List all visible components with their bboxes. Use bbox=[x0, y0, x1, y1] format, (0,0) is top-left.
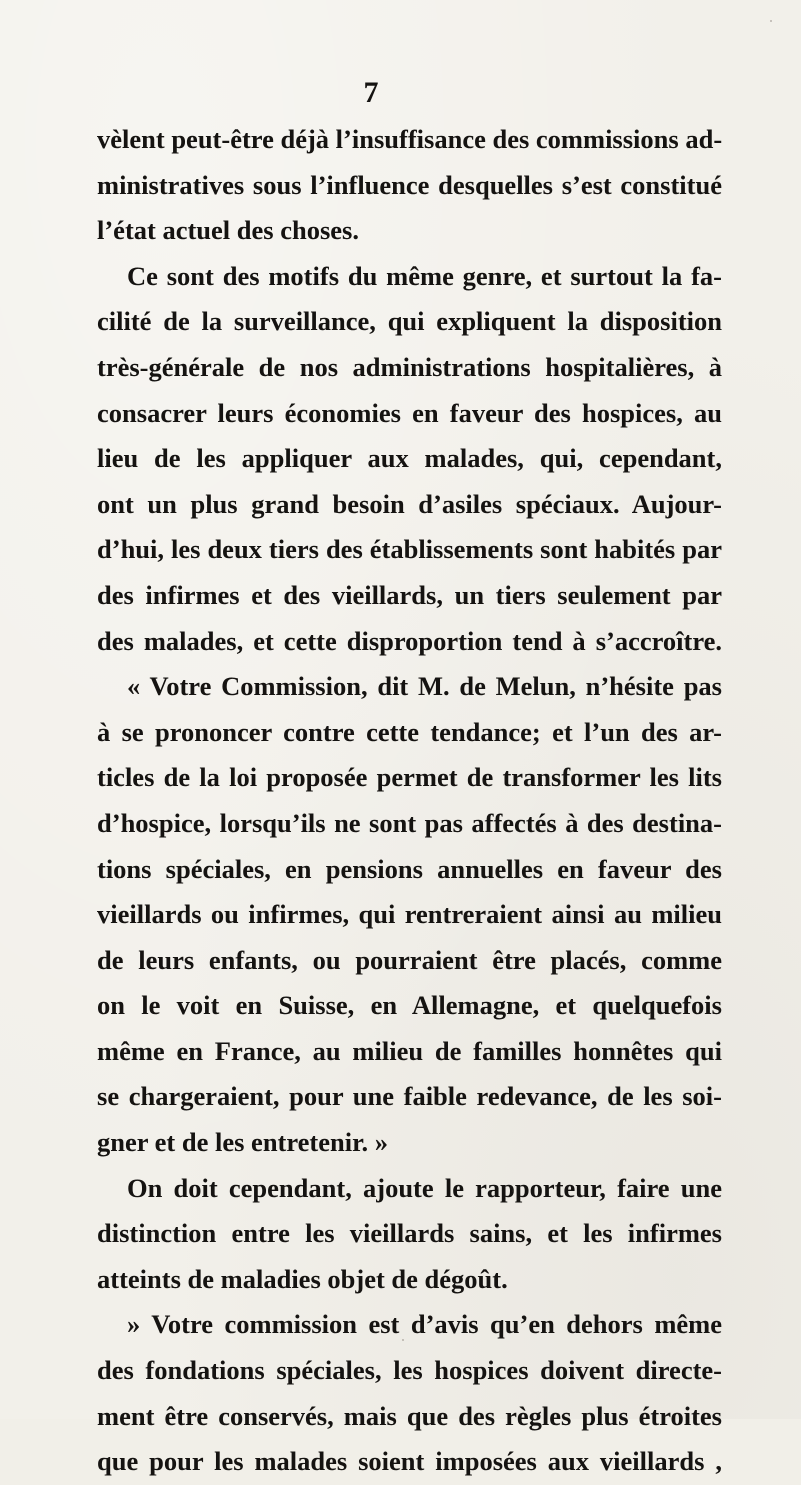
text-line: vèlent peut-être déjà l’insuffisance des commissions ad- bbox=[97, 124, 723, 154]
text-line: On doit cependant, ajoute le rapporteur, faire une bbox=[127, 1172, 722, 1203]
text-line: des infirmes et des vieillards, un tiers seulement par bbox=[97, 579, 722, 610]
text-line: ministratives sous l’influence desquelles s’est constitué bbox=[97, 169, 722, 200]
text-line: des malades, et cette disproportion tend à s’accroître. bbox=[97, 625, 722, 656]
text-line: atteints de maladies objet de dégoût. bbox=[97, 1263, 508, 1294]
text-line: de leurs enfants, ou pourraient être placés, comme bbox=[97, 944, 722, 975]
text-line: consacrer leurs économies en faveur des hospices, au bbox=[97, 397, 722, 428]
text-line: tions spéciales, en pensions annuelles en faveur des bbox=[97, 853, 722, 884]
text-line: d’hui, les deux tiers des établissements sont habités par bbox=[97, 534, 722, 565]
text-line: » Votre commission est d’avis qu’en dehors même bbox=[127, 1309, 722, 1340]
text-line: cilité de la surveillance, qui expliquent la disposition bbox=[97, 306, 722, 337]
text-line: vieillards ou infirmes, qui rentreraient ainsi au milieu bbox=[97, 899, 722, 930]
text-line: d’hospice, lorsqu’ils ne sont pas affectés à des destina- bbox=[97, 807, 722, 838]
text-line: ment être conservés, mais que des règles plus étroites bbox=[97, 1400, 722, 1431]
paper-speck bbox=[512, 1190, 514, 1192]
text-line: des fondations spéciales, les hospices doivent directe- bbox=[97, 1355, 722, 1386]
text-line: ont un plus grand besoin d’asiles spéciaux. Aujour- bbox=[97, 488, 722, 519]
page-number: 7 bbox=[363, 76, 380, 109]
text-line: on le voit en Suisse, en Allemagne, et quelquefois bbox=[97, 990, 722, 1021]
text-line: ticles de la loi proposée permet de transformer les lits bbox=[97, 762, 722, 793]
text-line: l’état actuel des choses. bbox=[97, 215, 359, 246]
text-line: Ce sont des motifs du même genre, et surtout la fa- bbox=[127, 260, 722, 291]
text-line: se chargeraient, pour une faible redevance, de les soi- bbox=[97, 1081, 722, 1112]
text-line: que pour les malades soient imposées aux vieillards , bbox=[97, 1446, 722, 1477]
text-line: « Votre Commission, dit M. de Melun, n’hésite pas bbox=[127, 671, 722, 702]
text-line: très-générale de nos administrations hospitalières, à bbox=[97, 351, 722, 382]
text-line: à se prononcer contre cette tendance; et l’un des ar- bbox=[97, 716, 722, 747]
text-line: même en France, au milieu de familles honnêtes qui bbox=[97, 1035, 722, 1066]
paper-speck bbox=[770, 20, 772, 22]
body-text bbox=[97, 117, 722, 1485]
text-line: lieu de les appliquer aux malades, qui, cependant, bbox=[97, 443, 722, 474]
paper-speck bbox=[402, 1339, 404, 1341]
text-line: distinction entre les vieillards sains, et les infirmes bbox=[97, 1218, 722, 1249]
text-line: gner et de les entretenir. » bbox=[97, 1127, 388, 1158]
